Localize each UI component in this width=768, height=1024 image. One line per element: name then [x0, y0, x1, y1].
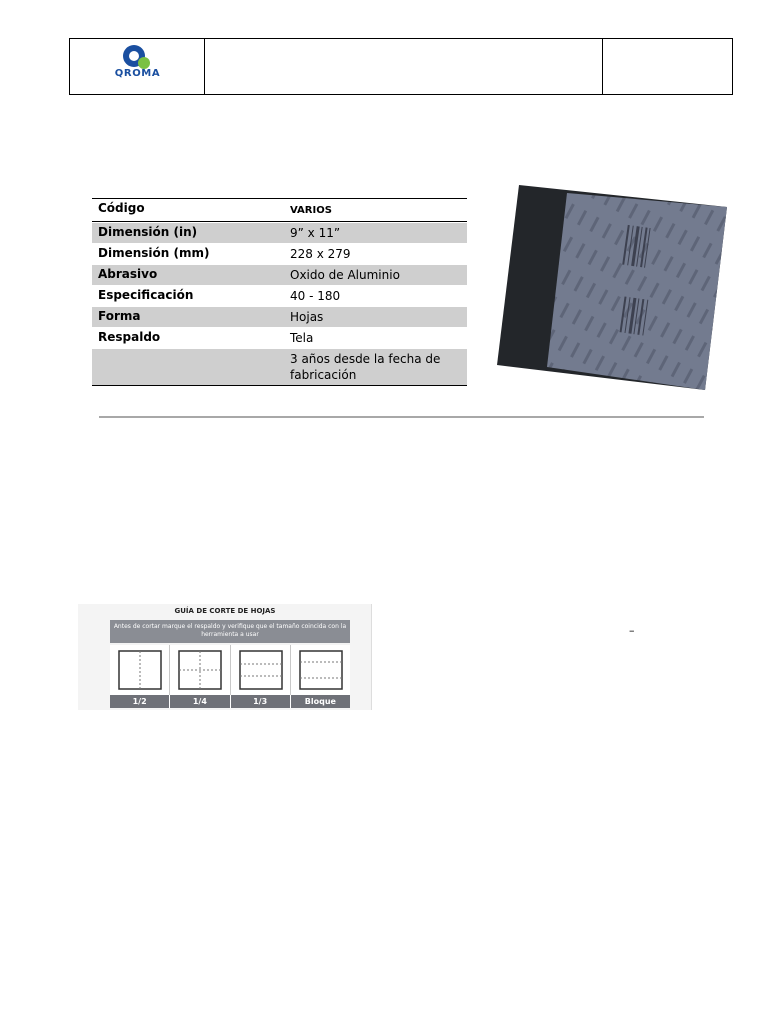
cutting-guide-instruction: Antes de cortar marque el respaldo y verifique que el tamaño coincida con la herramienta a usar: [110, 620, 350, 643]
spec-value: Hojas: [290, 310, 324, 324]
cutting-guide: [78, 604, 372, 710]
cut-half-panel: [110, 645, 170, 695]
spec-label: [92, 349, 282, 385]
table-row: [92, 222, 467, 243]
spec-label: Dimensión (mm): [98, 246, 210, 260]
document-header: [69, 38, 733, 95]
sandpaper-photo: [497, 185, 727, 390]
cut-option-label: 1/4: [170, 695, 230, 708]
spec-value: 9” x 11”: [290, 226, 341, 240]
cut-option-label: 1/3: [231, 695, 291, 708]
spec-value: 3 años desde la fecha de fabricación: [290, 352, 441, 382]
cutting-guide-title: GUÍA DE CORTE DE HOJAS: [174, 607, 276, 615]
logo-cell: [70, 39, 205, 94]
cut-half-icon: [118, 650, 162, 690]
spec-value: 228 x 279: [290, 247, 351, 261]
spec-value: 40 - 180: [290, 289, 341, 303]
table-row: [92, 285, 467, 306]
stray-dash: –: [629, 624, 635, 637]
table-row: [92, 348, 467, 385]
cut-option-label: 1/2: [110, 695, 170, 708]
table-row: [92, 243, 467, 264]
qroma-logo-icon: [117, 43, 155, 71]
specs-header-value: VARIOS: [290, 205, 332, 216]
cut-block-icon: [299, 650, 343, 690]
specs-table: [92, 198, 467, 386]
cut-quarter-panel: [170, 645, 230, 695]
table-row: [92, 264, 467, 285]
cutting-guide-labels: [110, 695, 350, 708]
table-row: [92, 306, 467, 327]
specs-header-label: Código: [98, 201, 145, 215]
spec-label: Dimensión (in): [98, 225, 198, 239]
cut-block-panel: [291, 645, 350, 695]
cut-third-icon: [239, 650, 283, 690]
spec-value: Tela: [290, 331, 314, 345]
section-divider: [99, 416, 704, 418]
table-row: [92, 327, 467, 348]
header-code-cell: [603, 39, 732, 94]
spec-value: Oxido de Aluminio: [290, 268, 400, 282]
spec-label: Abrasivo: [98, 267, 158, 281]
header-title-cell: [205, 39, 603, 94]
cut-option-label: Bloque: [304, 697, 336, 706]
logo-text: QROMA: [114, 68, 161, 79]
cutting-guide-panels: [110, 645, 350, 695]
cut-quarter-icon: [178, 650, 222, 690]
cut-third-panel: [231, 645, 291, 695]
spec-label: Respaldo: [98, 330, 161, 344]
spec-label: Especificación: [98, 288, 194, 302]
spec-label: Forma: [98, 309, 141, 323]
specs-header-row: [92, 199, 467, 222]
